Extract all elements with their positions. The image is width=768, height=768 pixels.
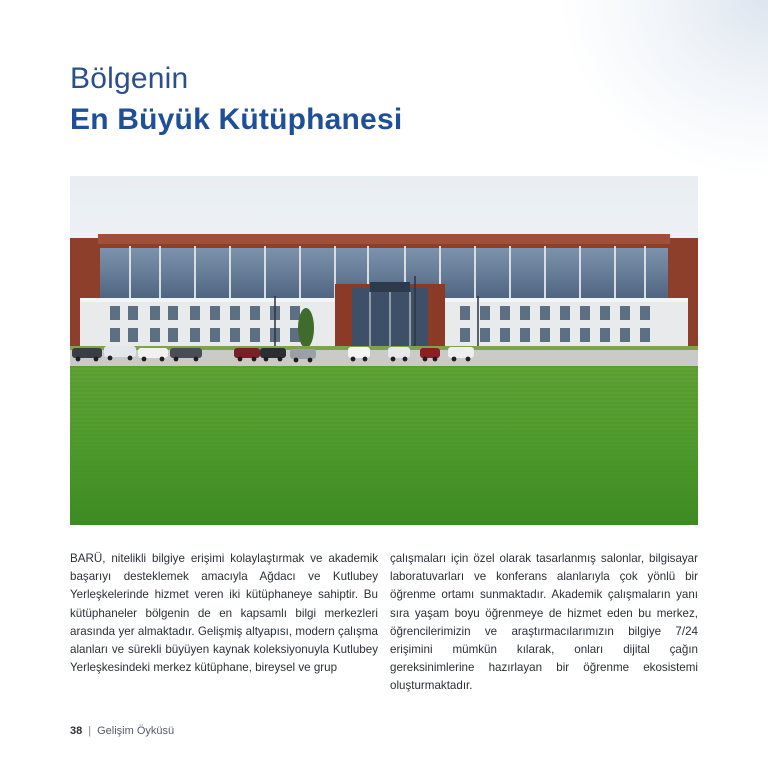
footer-section-title: Gelişim Öyküsü — [97, 725, 175, 737]
page-title-line1: Bölgenin — [70, 62, 189, 95]
page-number: 38 — [70, 725, 83, 737]
tree — [298, 308, 314, 348]
page-title-line2: En Büyük Kütüphanesi — [70, 103, 403, 136]
body-text-left: BARÜ, nitelikli bilgiye erişimi kolaylaştırmak ve akademik başarıyı desteklemek amacıyla Ağdacı ve Kutlubey Yerleşkelerinde hizmet veren iki kütüphaneye sahiptir. Bu kütüphaneler bölgenin de en kapsamlı bilgi merkezleri arasında yer almaktadır. Gelişmiş altyapısı, modern çalışma alanları ve sürekli büyüyen kaynak koleksiyonuyla Kutlubey Yerleşkesindeki merkez kütüphane, bireysel ve grup — [70, 552, 378, 675]
footer-separator: | — [88, 725, 92, 737]
corner-gradient — [558, 0, 768, 180]
page-footer — [70, 725, 174, 737]
library-building-photo — [70, 176, 698, 525]
body-text-right: çalışmaları için özel olarak tasarlanmış salonlar, bilgisayar laboratuvarları ve konferans alanlarıyla çok yönlü bir öğrenme ortamı sunmaktadır. Akademik çalışmaların yanı sıra yaşam boyu öğrenmeye de hizmet eden bu merkez, öğrencilerimizin ve araştırmacılarımızın bilgiye 7/24 erişimini mümkün kılarak, onları dijital çağın gereksinimlerine hazırlayan bir öğrenme ekosistemi oluşturmaktadır. — [390, 552, 698, 693]
